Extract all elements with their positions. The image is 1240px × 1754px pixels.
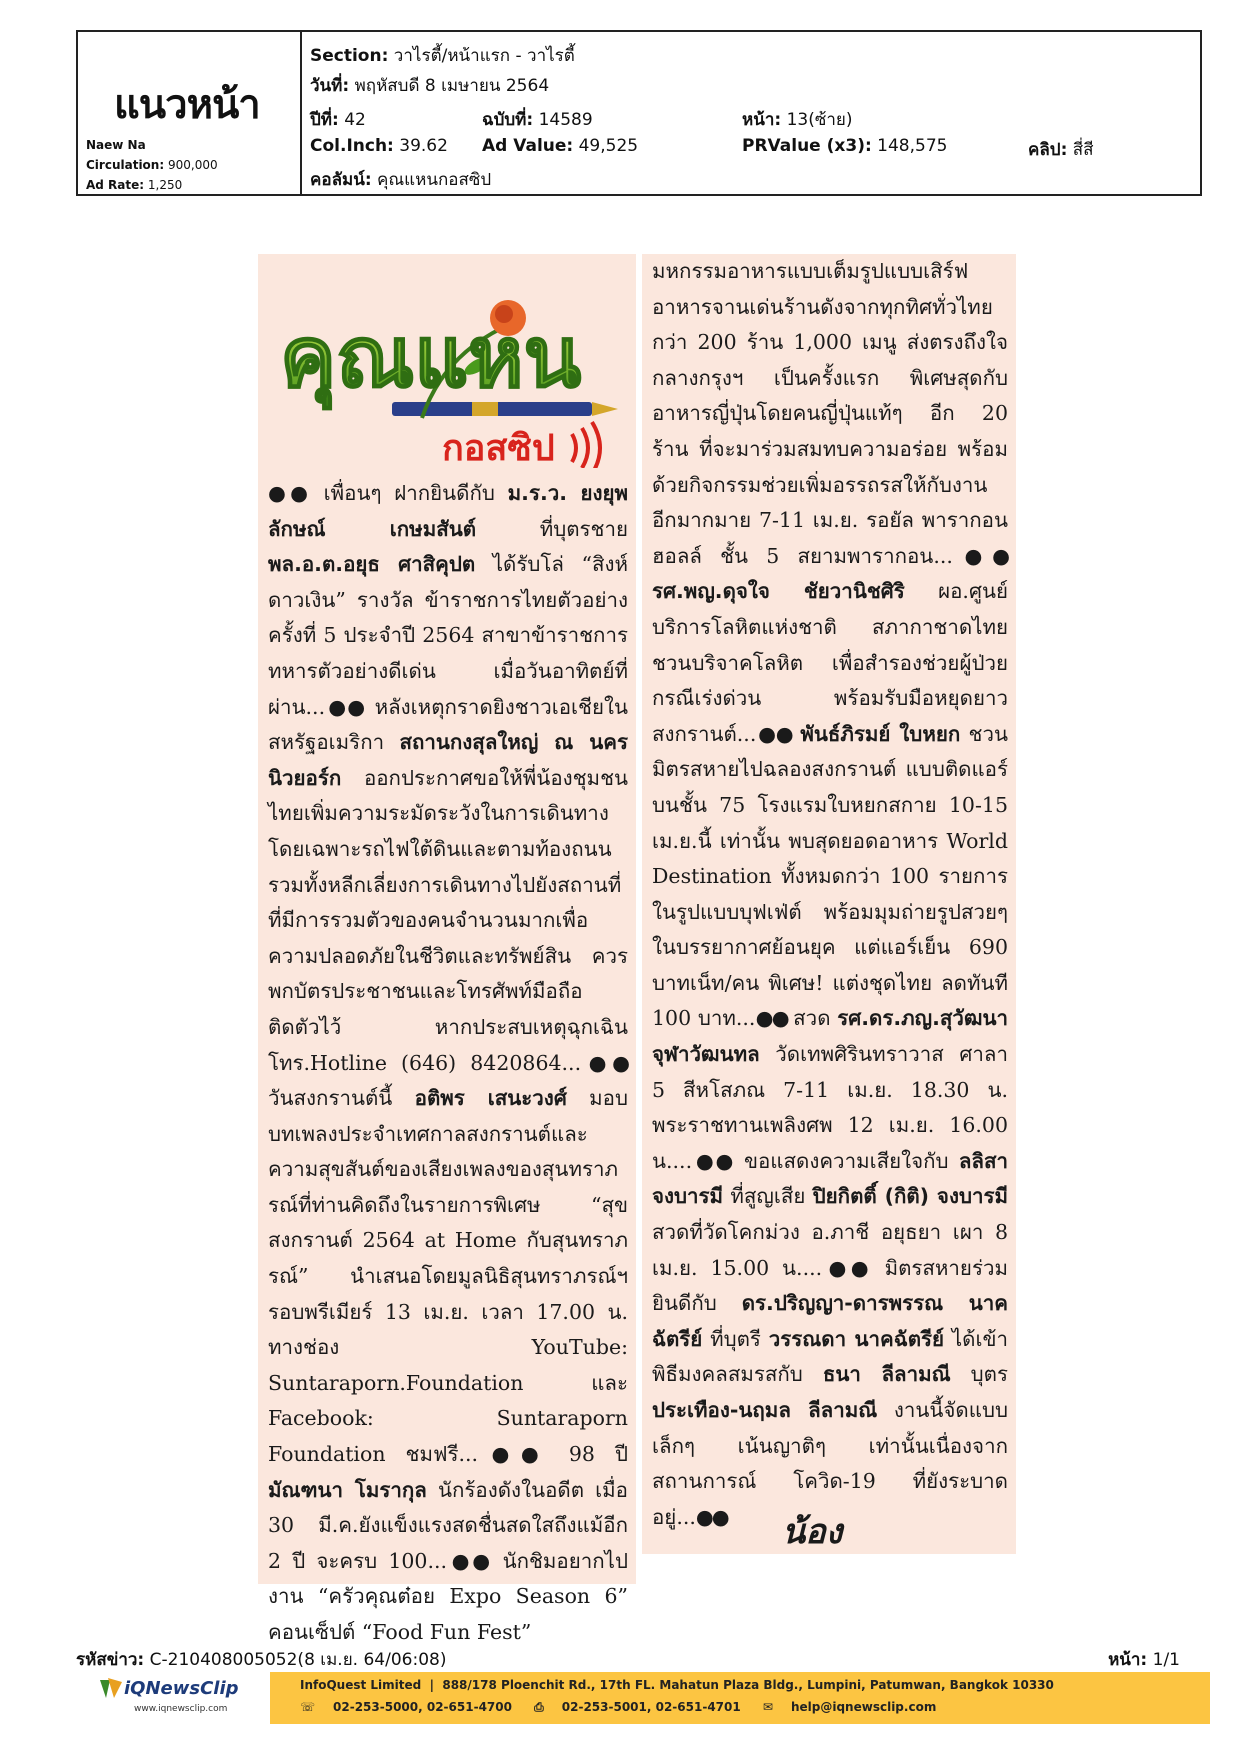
- clip-metadata: [310, 32, 1200, 194]
- brand-url: www.iqnewsclip.com: [134, 1704, 228, 1714]
- person-name: ธนา ลีลามณี: [822, 1362, 951, 1387]
- person-name: ประเทือง-นฤมล ลีลามณี: [652, 1398, 878, 1422]
- news-code: รหัสข่าว: C-210408005052(8 เม.ย. 64/06:08): [76, 1650, 447, 1670]
- article-text-run: บุตร: [950, 1362, 1008, 1387]
- author-signature: น้อง: [782, 1512, 843, 1552]
- clip-color-field: คลิป: สี่สี: [1028, 140, 1094, 160]
- article-text-left: [268, 476, 628, 1651]
- section-field: Section: วาไรตี้/หน้าแรก - วาไรตี้: [310, 46, 575, 66]
- article-text-run: หลังเหตุกราดยิงชาวเอเชียในสหรัฐอเมริกา: [268, 694, 628, 755]
- article-text-run: วันสงกรานต์นี้: [268, 1086, 415, 1111]
- article-text-run: ได้รับโล่ “สิงห์ดาวเงิน” รางวัล ข้าราชการไทยตัวอย่าง ครั้งที่ 5 ประจำปี 2564 สาขาข้าราชการทหารตัวอย่างดีเด่น เมื่อวันอาทิตย์ที่ผ่าน...: [268, 552, 628, 719]
- article-text-run: ได้เข้าพิธีมงคลสมรสกับ: [652, 1326, 1008, 1387]
- bullet-mark: ●●: [447, 1548, 503, 1573]
- brand-logo: [98, 1674, 258, 1722]
- publication-info: [78, 32, 302, 194]
- article-column-right: [642, 254, 1016, 1554]
- pr-value-field: PRValue (x3): 148,575: [742, 136, 948, 156]
- email-icon: ✉: [762, 1700, 773, 1714]
- page-field: หน้า: 13(ซ้าย): [742, 110, 853, 130]
- phone-icon: ☏: [300, 1700, 316, 1714]
- article-text-run: มอบบทเพลงประจำเทศกาลสงกรานต์และความสุขสันต์ของเสียงเพลงของสุนทราภรณ์ที่ท่านคิดถึงในรายการพิเศษ “สุขสงกรานต์ 2564 at Home กับสุนทราภรณ์” นำเสนอโดยมูลนิธิสุนทราภรณ์ฯ รอบพรีเมียร์ 13 เม.ย. เวลา 17.00 น. ทางช่อง YouTube: Suntaraporn.Foundation และ Facebook: Suntaraporn Foundation ชมฟรี...: [268, 1086, 628, 1467]
- article-text-run: นักร้องดังในอดีต เมื่อ 30 มี.ค.ยังแข็งแรงสดชื่นสดใสถึงแม้อีก 2 ปี จะครบ 100...: [268, 1477, 628, 1573]
- ad-rate: Ad Rate: 1,250: [86, 178, 183, 192]
- bullet-mark: ●●: [952, 543, 1008, 568]
- bullet-mark: ●●: [695, 1504, 728, 1529]
- article-text-run: ที่บุตรชาย: [476, 516, 628, 541]
- article-text-run: ขอแสดงความเสียใจกับ: [743, 1148, 959, 1173]
- col-inch-field: Col.Inch: 39.62: [310, 136, 448, 156]
- bullet-mark: ●●: [325, 694, 375, 719]
- year-field: ปีที่: 42: [310, 110, 366, 130]
- person-name: อติพร เสนะวงศ์: [414, 1086, 567, 1111]
- column-field: คอลัมน์: คุณแหนกอสซิป: [310, 170, 492, 190]
- page-count: หน้า: 1/1: [1108, 1650, 1180, 1670]
- publication-logo: แนวหน้า: [114, 82, 260, 128]
- column-masthead: [272, 268, 622, 468]
- bullet-mark: ●●: [755, 1006, 794, 1031]
- person-name: ดร.ปริญญา-ดารพรรณ นาคฉัตรีย์: [652, 1291, 1009, 1351]
- person-name: ม.ร.ว. ยงยุพลักษณ์ เกษมสันต์: [268, 481, 628, 541]
- person-name: สถานกงสุลใหญ่ ณ นครนิวยอร์ก: [268, 730, 628, 790]
- phone-number: 02-253-5000, 02-651-4700: [333, 1700, 512, 1714]
- article-text-run: ผอ.ศูนย์บริการโลหิตแห่งชาติ สภากาชาดไทย ชวนบริจาคโลหิต เพื่อสำรองช่วยผู้ป่วยกรณีเร่งด่วน พร้อมรับมือหยุดยาวสงกรานต์...: [652, 579, 1008, 746]
- person-name: พล.อ.ต.อยุธ ศาสิคุปต: [268, 552, 476, 577]
- bullet-mark: ●●: [756, 721, 801, 746]
- bullet-mark: ●●: [692, 1148, 744, 1173]
- article-text-run: สวดที่วัดโคกม่วง อ.ภาชี อยุธยา เผา 8 เม.ย. 15.00 น....: [652, 1220, 1008, 1280]
- brand-name: iQNewsClip: [124, 1678, 239, 1699]
- bullet-mark: ●●: [822, 1255, 885, 1280]
- article-text-run: งานนี้จัดแบบเล็กๆ เน้นญาติๆ เท่านั้นเนื่องจากสถานการณ์ โควิด-19 ที่ยังระบาดอยู่...: [652, 1398, 1008, 1529]
- person-name: ปิยกิตติ์ (กิติ) จงบารมี: [812, 1184, 1009, 1209]
- publication-name: Naew Na: [86, 138, 146, 152]
- person-name: พันธ์ภิรมย์ ใบหยก: [800, 721, 961, 746]
- ad-value-field: Ad Value: 49,525: [482, 136, 639, 156]
- article-text-right: [652, 254, 1008, 1535]
- bullet-mark: ●●: [478, 1442, 569, 1467]
- date-field: วันที่: พฤหัสบดี 8 เมษายน 2564: [310, 76, 550, 96]
- person-name: มัณฑนา โมรากุล: [268, 1477, 427, 1502]
- article-text-run: มิตรสหายร่วมยินดีกับ: [652, 1255, 1008, 1316]
- masthead-subtitle: กอสซิป: [442, 428, 555, 468]
- fax-number: 02-253-5001, 02-651-4701: [561, 1700, 741, 1714]
- article-text-run: ออกประกาศขอให้พี่น้องชุมชนไทยเพิ่มความระมัดระวังในการเดินทาง โดยเฉพาะรถไฟใต้ดินและตามท้องถนน รวมทั้งหลีกเลี่ยงการเดินทางไปยังสถานที่ที่มีการรวมตัวของคนจำนวนมากเพื่อความปลอดภัยในชีวิตและทรัพย์สิน ควรพกบัตรประชาชนและโทรศัพท์มือถือติดตัวไว้ หากประสบเหตุฉุกเฉิน โทร.Hotline (646) 8420864...: [268, 765, 628, 1075]
- article-text-run: เพื่อนๆ ฝากยินดีกับ: [323, 481, 508, 505]
- circulation: Circulation: 900,000: [86, 158, 218, 172]
- clip-header: [76, 30, 1202, 196]
- article-text-run: ชวนมิตรสหายไปฉลองสงกรานต์ แบบติดแอร์บนชั้น 75 โรงแรมใบหยกสกาย 10-15 เม.ย.นี้ เท่านั้น พบสุดยอดอาหาร World Destination ทั้งหมดกว่า 100 รายการ ในรูปแบบบุฟเฟ่ต์ พร้อมมุมถ่ายรูปสวยๆ ในบรรยากาศย้อนยุค แต่แอร์เย็น 690 บาทเน็ท/คน พิเศษ! แต่งชุดไทย ลดทันที 100 บาท...: [652, 721, 1008, 1031]
- broadcast-waves-icon: [572, 422, 600, 468]
- article-text-run: ที่สูญเสีย: [723, 1184, 813, 1209]
- issue-field: ฉบับที่: 14589: [482, 110, 593, 130]
- person-name: วรรณดา นาคฉัตรีย์: [768, 1326, 945, 1351]
- contact-line: [300, 1700, 954, 1715]
- person-name: ลลิสา จงบารมี: [652, 1148, 1008, 1209]
- company-address: InfoQuest Limited | 888/178 Ploenchit Rd., 17th FL. Mahatun Plaza Bldg., Lumpini, Patumwan, Bangkok 10330: [300, 1678, 1054, 1692]
- masthead-title: คุณแหน: [280, 308, 582, 406]
- email-address: help@iqnewsclip.com: [790, 1700, 937, 1714]
- article-column-left: [258, 254, 636, 1644]
- article-text-run: วัดเทพศิรินทราวาส ศาลา 5 สีหโสภณ 7-11 เม.ย. 18.30 น. พระราชทานเพลิงศพ 12 เม.ย. 16.00 น....: [652, 1042, 1008, 1173]
- article-text-run: สวด: [793, 1006, 838, 1031]
- bullet-mark: ●●: [268, 481, 324, 505]
- person-name: รศ.ดร.ภญ.สุวัฒนา จุฬาวัฒนทล: [652, 1006, 1008, 1067]
- article-paragraph: [268, 476, 628, 1651]
- bullet-mark: ●●: [581, 1050, 628, 1075]
- person-name: รศ.พญ.ดุจใจ ชัยวานิชศิริ: [652, 579, 905, 604]
- fax-icon: ⎙: [534, 1700, 544, 1714]
- article-text-run: 98 ปี: [568, 1442, 628, 1467]
- article-text-run: ที่บุตรี: [702, 1326, 769, 1351]
- clip-logo-icon: [98, 1676, 124, 1702]
- article-text-run: มหกรรมอาหารแบบเต็มรูปแบบเสิร์ฟอาหารจานเด่นร้านดังจากทุกทิศทั่วไทย กว่า 200 ร้าน 1,000 เมนู ส่งตรงถึงใจกลางกรุงฯ เป็นครั้งแรก พิเศษสุดกับอาหารญี่ปุ่นโดยคนญี่ปุ่นแท้ๆ อีก 20 ร้าน ที่จะมาร่วมสมทบความอร่อย พร้อมด้วยกิจกรรมช่วยเพิ่มอรรถรสให้กับงานอีกมากมาย 7-11 เม.ย. รอยัล พารากอน ฮอลล์ ชั้น 5 สยามพารากอน...: [652, 259, 1008, 568]
- article-paragraph: [652, 254, 1008, 1535]
- footer-contact-bar: [270, 1672, 1210, 1724]
- article-text-run: นักชิมอยากไปงาน “ครัวคุณต๋อย Expo Season 6” คอนเซ็ปต์ “Food Fun Fest”: [268, 1548, 628, 1644]
